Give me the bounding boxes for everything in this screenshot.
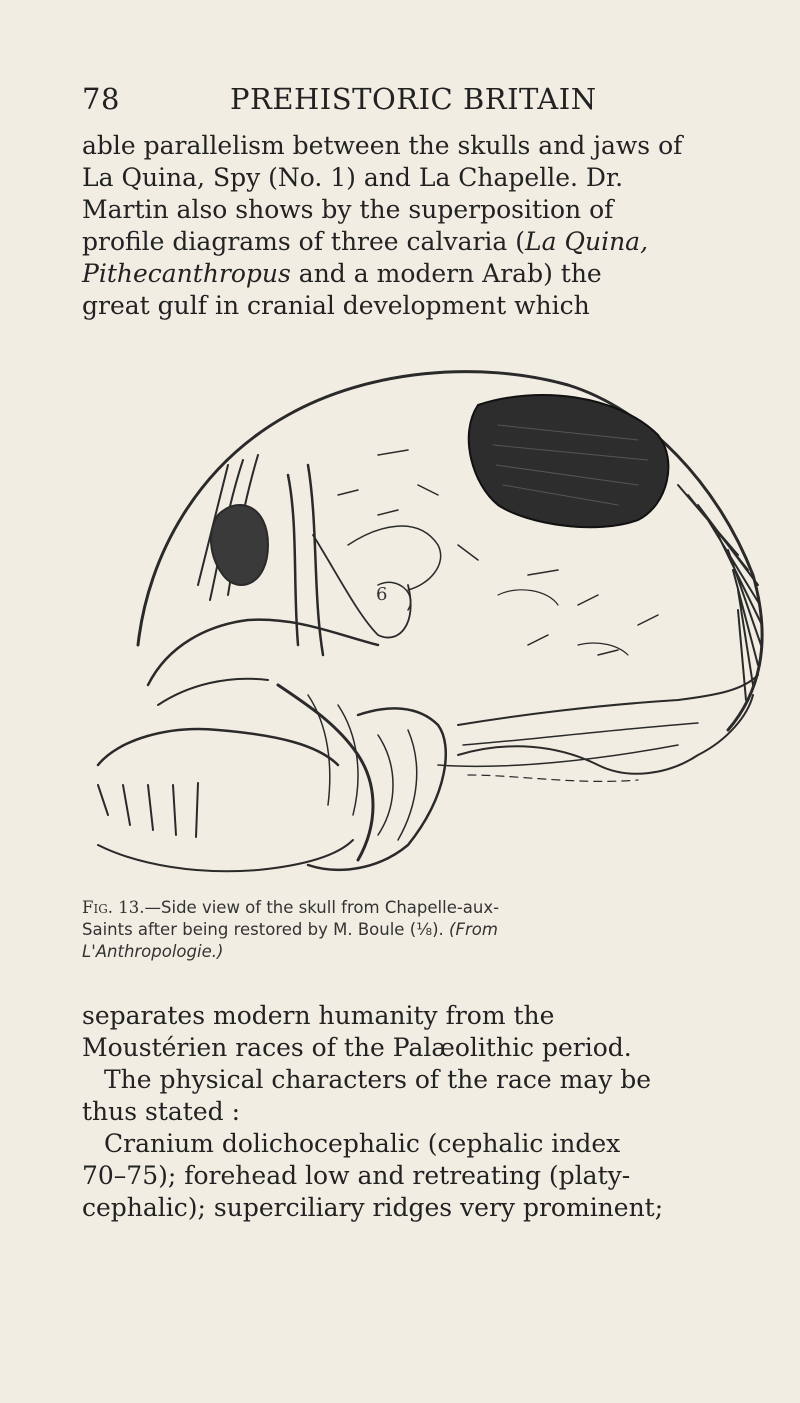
text-line: 70–75); forehead low and retreating (platy- — [82, 1161, 631, 1190]
figure-caption: Fig. 13.—Side view of the skull from Chapelle-aux- Saints after being restored by M. Boule (⅛). (From L'Anthropologie.) — [82, 897, 768, 963]
running-title: PREHISTORIC BRITAIN — [230, 82, 597, 116]
skull-illustration — [78, 345, 778, 885]
text-line: Martin also shows by the superposition of — [82, 195, 614, 224]
paragraph-characters — [82, 1064, 762, 1128]
text-line: great gulf in cranial development which — [82, 291, 590, 320]
page-number: 78 — [82, 82, 120, 116]
text-line: thus stated : — [82, 1097, 241, 1126]
text-line: La Quina, Spy (No. 1) and La Chapelle. Dr. — [82, 163, 624, 192]
svg-text:6: 6 — [376, 584, 388, 605]
text-line: cephalic); superciliary ridges very prominent; — [82, 1193, 664, 1222]
text-line: profile diagrams of three calvaria (La Quina, — [82, 227, 649, 256]
paragraph-intro — [82, 130, 762, 322]
paragraph-separates — [82, 1000, 762, 1064]
figure-label: Fig. 13. — [82, 898, 145, 917]
italic-name: La Quina, — [525, 227, 649, 256]
paragraph-cranium — [82, 1128, 762, 1224]
italic-name: Pithecanthropus — [82, 259, 291, 288]
figure-source: L'Anthropologie.) — [82, 942, 224, 961]
text-line: Moustérien races of the Palæolithic period. — [82, 1033, 632, 1062]
text-line: able parallelism between the skulls and jaws of — [82, 131, 683, 160]
text-line: Cranium dolichocephalic (cephalic index — [104, 1129, 621, 1158]
text-line: separates modern humanity from the — [82, 1001, 555, 1030]
text-line: Pithecanthropus and a modern Arab) the — [82, 259, 602, 288]
text-line: The physical characters of the race may be — [104, 1065, 652, 1094]
